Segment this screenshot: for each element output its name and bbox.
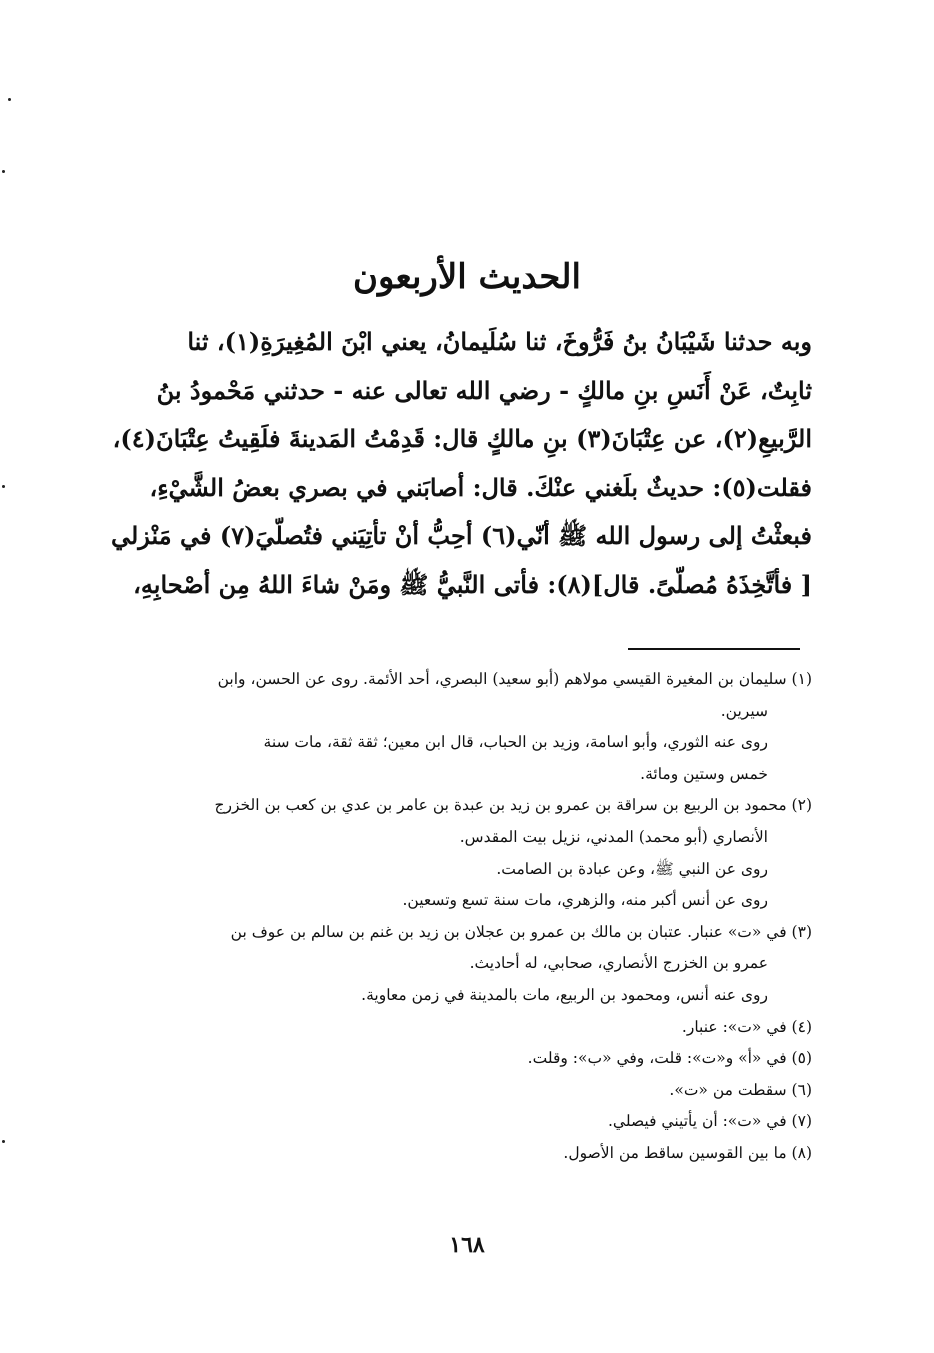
- footnote-line: (٤) في «ت»: عنبار.: [681, 1017, 812, 1036]
- footnote-line: روى عن أنس أكبر منه، والزهري، مات سنة تسع وتسعين.: [402, 891, 768, 910]
- scan-mark: [2, 170, 5, 173]
- hadith-body: [100, 318, 812, 609]
- footnote-3: [104, 917, 812, 1012]
- body-line: ثابِتٌ، عَنْ أَنَسِ بنِ مالكٍ - رضي الله تعالى عنه - حدثني مَحْمودُ بنُ: [156, 375, 812, 405]
- footnote-line: (٢) محمود بن الربيع بن سراقة بن عمرو بن زيد بن عبدة بن عامر بن عدي بن كعب بن الخزرج: [214, 796, 812, 815]
- footnote-divider: [628, 648, 800, 650]
- footnote-line: (٦) سقطت من «ت».: [669, 1080, 812, 1099]
- footnote-line: روى عن النبي ﷺ، وعن عبادة بن الصامت.: [496, 859, 768, 878]
- footnote-2: [104, 790, 812, 916]
- footnote-7: [104, 1106, 812, 1138]
- body-line: [ فأتَّخِذَهُ مُصلّىً. قال](٨): فأتى النَّبيُّ ﷺ ومَنْ شاءَ اللهُ مِن أصْحابِهِ،: [133, 569, 812, 599]
- footnote-line: (٣) في «ت» عنبار. عتبان بن مالك بن عمرو بن عجلان بن زيد بن غنم بن سالم بن عوف بن: [230, 922, 812, 941]
- footnote-4: [104, 1012, 812, 1044]
- body-line: فبعثْتُ إلى رسول الله ﷺ أنّي(٦) أحِبُّ أنْ تأتِيَني فتُصلّيَ(٧) في مَنْزلي: [110, 521, 812, 550]
- page-number: ١٦٨: [449, 1232, 485, 1258]
- footnote-line: الأنصاري (أبو محمد) المدني، نزيل بيت المقدس.: [459, 827, 768, 846]
- footnote-line: خمس وستين ومائة.: [640, 764, 768, 783]
- footnote-line: روى عنه الثوري، وأبو اسامة، وزيد بن الحباب، قال ابن معين؛ ثقة ثقة، مات سنة: [263, 733, 768, 752]
- footnote-6: [104, 1075, 812, 1107]
- hadith-title: الحديث الأربعون: [353, 256, 581, 297]
- footnote-line: (٨) ما بين القوسين ساقط من الأصول.: [563, 1143, 812, 1162]
- footnote-1-continued: [104, 727, 812, 790]
- footnote-line: (٥) في «أ» و«ت»: قلت، وفي «ب»: وقلت.: [527, 1049, 812, 1068]
- scan-mark: [8, 98, 11, 101]
- scan-mark: [2, 485, 5, 488]
- footnote-line: روى عنه أنس، ومحمود بن الربيع، مات بالمدينة في زمن معاوية.: [361, 985, 768, 1004]
- footnote-line: عمرو بن الخزرج الأنصاري، صحابي، له أحاديث.: [469, 954, 768, 973]
- footnote-1: [104, 664, 812, 727]
- body-line: وبه حدثنا شَيْبَانُ بنُ فَرُّوخَ، ثنا سُلَيمانُ، يعني ابْنَ المُغِيرَةِ(١)، ثنا: [187, 327, 812, 356]
- footnote-5: [104, 1043, 812, 1075]
- scan-mark: [2, 1140, 5, 1143]
- footnotes: [104, 664, 812, 1170]
- body-line: الرَّبيعِ(٢)، عن عِتْبَانَ(٣) بنِ مالكٍ قال: قَدِمْتُ المَدينةَ فلَقِيتُ عِتْبَانَ(٤)،: [112, 424, 812, 453]
- footnote-line: سيرين.: [720, 701, 768, 720]
- footnote-8: [104, 1138, 812, 1170]
- footnote-line: (٧) في «ت»: أن يأتيني فيصلي.: [607, 1112, 812, 1131]
- footnote-line: (١) سليمان بن المغيرة القيسي مولاهم (أبو سعيد) البصري، أحد الأئمة. روى عن الحسن، وابن: [217, 670, 812, 688]
- body-line: فقلت(٥): حديثٌ بلَغني عنْكَ. قال: أصابَني في بصري بعضُ الشَّيْءِ،: [149, 472, 812, 502]
